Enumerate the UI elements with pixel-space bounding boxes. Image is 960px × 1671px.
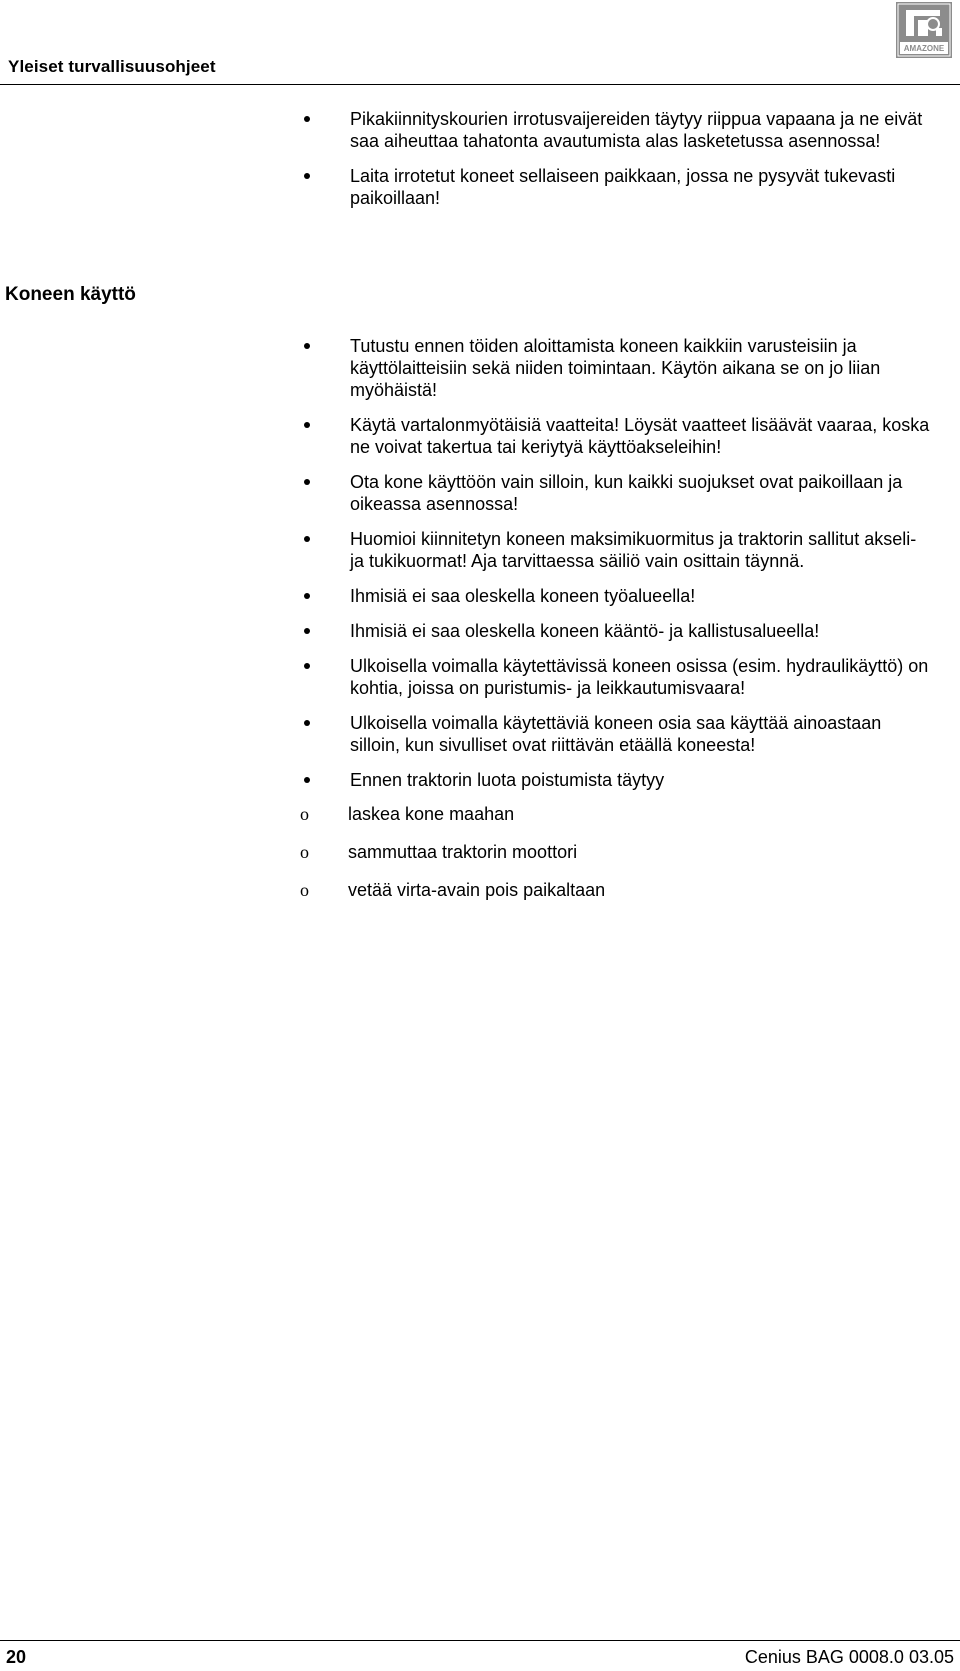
list-item	[0, 471, 960, 515]
list-item	[0, 165, 960, 209]
bullet-icon	[304, 720, 310, 726]
list-item-text: Huomioi kiinnitetyn koneen maksimikuormitus ja traktorin sallitut akseli- ja tukikuormat! Aja tarvittaessa säiliö vain osittain täynnä.	[350, 529, 917, 571]
bullet-icon	[304, 663, 310, 669]
ring-bullet-icon: o	[300, 880, 309, 900]
list-item-text: Pikakiinnityskourien irrotusvaijereiden täytyy riippua vapaana ja ne eivät saa aiheuttaa tahatonta avautumista alas lasketetussa asennossa!	[350, 109, 923, 151]
bullet-icon	[304, 173, 310, 179]
list-item	[0, 655, 960, 699]
sub-list-item	[300, 841, 932, 863]
logo-text: AMAZONE	[903, 44, 945, 53]
page-number: 20	[6, 1647, 27, 1667]
ring-bullet-icon: o	[300, 804, 309, 824]
intro-bullet-list	[0, 108, 960, 222]
bullet-icon	[304, 536, 310, 542]
bullet-icon	[304, 479, 310, 485]
list-item-text: Ota kone käyttöön vain silloin, kun kaikki suojukset ovat paikoillaan ja oikeassa asennossa!	[350, 472, 903, 514]
running-header-title: Yleiset turvallisuusohjeet	[8, 57, 216, 76]
list-item	[0, 620, 960, 642]
footer-divider	[0, 1640, 960, 1641]
list-item-text: Laita irrotetut koneet sellaiseen paikkaan, jossa ne pysyvät tukevasti paikoillaan!	[350, 166, 896, 208]
sub-list-item	[300, 879, 932, 901]
list-item-text: Ihmisiä ei saa oleskella koneen työalueella!	[350, 586, 696, 606]
list-item	[0, 528, 960, 572]
list-item	[0, 414, 960, 458]
section-heading: Koneen käyttö	[5, 284, 136, 305]
list-item-text: Ennen traktorin luota poistumista täytyy	[350, 770, 665, 790]
bullet-icon	[304, 343, 310, 349]
document-id: Cenius BAG 0008.0 03.05	[744, 1647, 954, 1667]
list-item-text: Tutustu ennen töiden aloittamista koneen kaikkiin varusteisiin ja käyttölaitteisiin sekä niiden toimintaan. Käytön aikana se on jo liian myöhäistä!	[350, 336, 881, 400]
sub-list-item-text: laskea kone maahan	[348, 804, 515, 824]
ring-bullet-icon: o	[300, 842, 309, 862]
sub-list-item	[300, 803, 932, 825]
bullet-icon	[304, 628, 310, 634]
list-item-text: Ulkoisella voimalla käytettäviä koneen osia saa käyttää ainoastaan silloin, kun sivulliset ovat riittävän etäällä koneesta!	[350, 713, 882, 755]
list-item	[0, 335, 960, 401]
list-item-text: Käytä vartalonmyötäisiä vaatteita! Löysät vaatteet lisäävät vaaraa, koska ne voivat takertua tai keriytyä käyttöakseleihin!	[350, 415, 930, 457]
bullet-icon	[304, 777, 310, 783]
bullet-icon	[304, 422, 310, 428]
header-divider	[0, 84, 960, 85]
safety-bullet-list	[0, 335, 960, 917]
sub-bullet-list	[300, 803, 932, 901]
list-item	[0, 108, 960, 152]
list-item-text: Ihmisiä ei saa oleskella koneen kääntö- ja kallistusalueella!	[350, 621, 820, 641]
sub-list-item-text: vetää virta-avain pois paikaltaan	[348, 880, 606, 900]
list-item-text: Ulkoisella voimalla käytettävissä koneen osissa (esim. hydraulikäyttö) on kohtia, joissa on puristumis- ja leikkautumisvaara!	[350, 656, 929, 698]
bullet-icon	[304, 593, 310, 599]
list-item	[0, 712, 960, 756]
sub-list-item-text: sammuttaa traktorin moottori	[348, 842, 578, 862]
bullet-icon	[304, 116, 310, 122]
list-item	[0, 769, 960, 901]
list-item	[0, 585, 960, 607]
amazone-logo-icon	[896, 2, 952, 58]
